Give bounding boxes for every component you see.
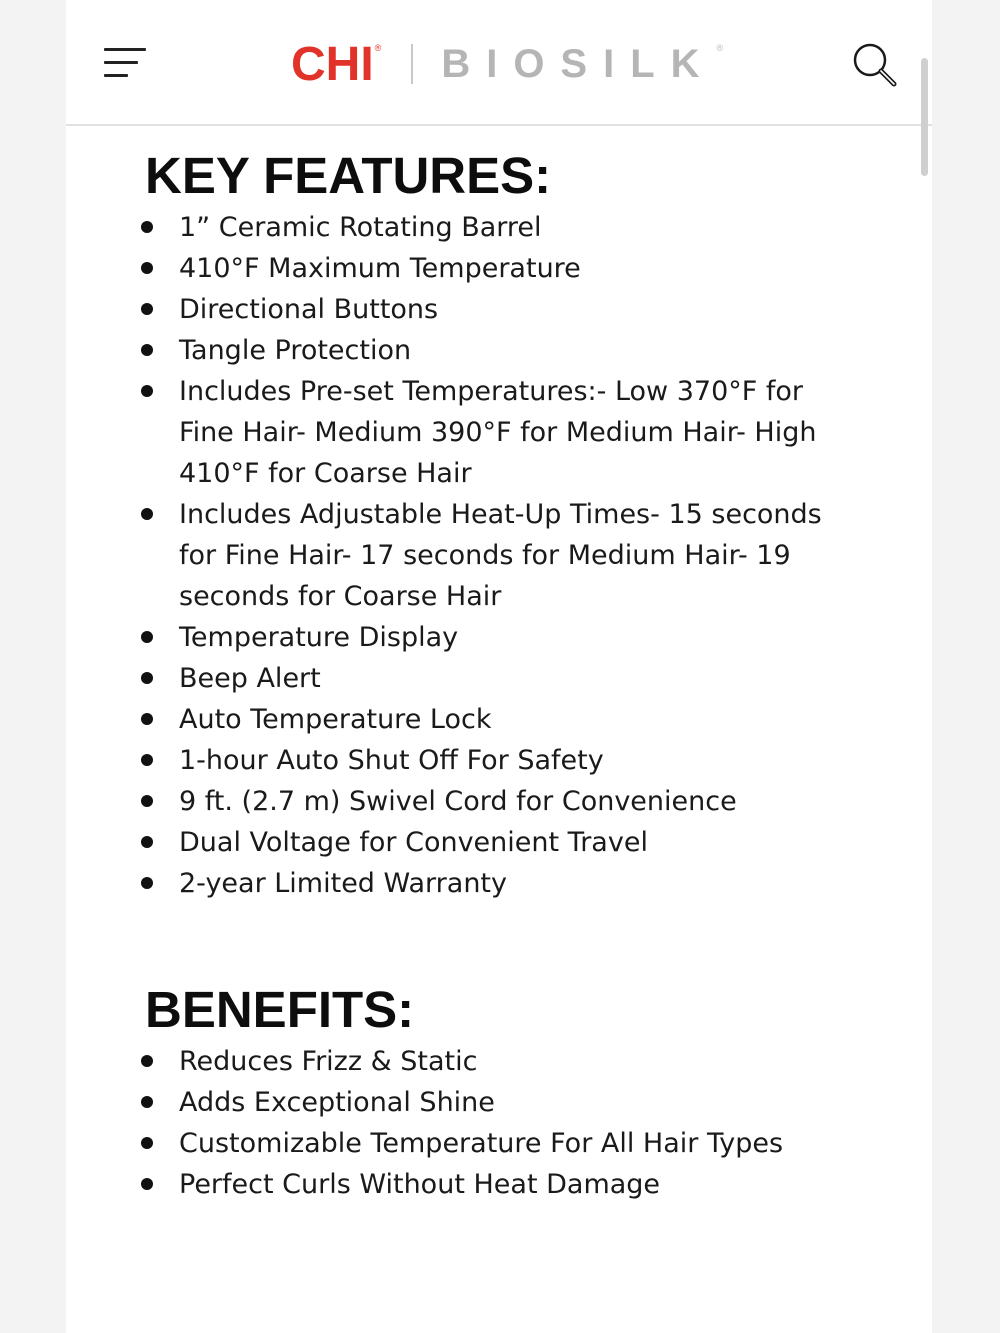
list-item: Customizable Temperature For All Hair Types	[145, 1123, 865, 1164]
benefits-title: BENEFITS:	[145, 981, 415, 1038]
list-item: 2-year Limited Warranty	[145, 863, 865, 904]
list-item: Tangle Protection	[145, 330, 865, 371]
list-item: Temperature Display	[145, 617, 865, 658]
list-item: Beep Alert	[145, 658, 865, 699]
key-features-title: KEY FEATURES:	[145, 147, 552, 204]
list-item: 9 ft. (2.7 m) Swivel Cord for Convenience	[145, 781, 865, 822]
logo-biosilk-registered-mark: ®	[716, 43, 724, 53]
list-item: Reduces Frizz & Static	[145, 1041, 865, 1082]
list-item: Auto Temperature Lock	[145, 699, 865, 740]
list-item: 1” Ceramic Rotating Barrel	[145, 207, 865, 248]
logo-chi-registered-mark: ®	[374, 43, 382, 53]
list-item: Directional Buttons	[145, 289, 865, 330]
list-item: Adds Exceptional Shine	[145, 1082, 865, 1123]
benefits-list	[145, 1041, 865, 1205]
logo-biosilk: BIOSILK	[441, 41, 716, 86]
main-content	[145, 145, 865, 1205]
list-item: Dual Voltage for Convenient Travel	[145, 822, 865, 863]
list-item: Includes Pre-set Temperatures:- Low 370°F for Fine Hair- Medium 390°F for Medium Hair- High 410°F for Coarse Hair	[145, 371, 865, 494]
list-item: Perfect Curls Without Heat Damage	[145, 1164, 865, 1205]
hamburger-menu-icon[interactable]	[104, 46, 148, 80]
search-icon[interactable]	[852, 42, 898, 88]
logo-chi: CHI	[291, 37, 374, 91]
site-header	[66, 0, 932, 126]
list-item: 1-hour Auto Shut Off For Safety	[145, 740, 865, 781]
logo-divider	[411, 44, 413, 84]
brand-logo[interactable]	[291, 34, 723, 94]
page	[66, 0, 932, 1333]
list-item: Includes Adjustable Heat-Up Times- 15 seconds for Fine Hair- 17 seconds for Medium Hair- 19 seconds for Coarse Hair	[145, 494, 865, 617]
key-features-list	[145, 207, 865, 904]
scrollbar-thumb[interactable]	[921, 58, 928, 176]
list-item: 410°F Maximum Temperature	[145, 248, 865, 289]
